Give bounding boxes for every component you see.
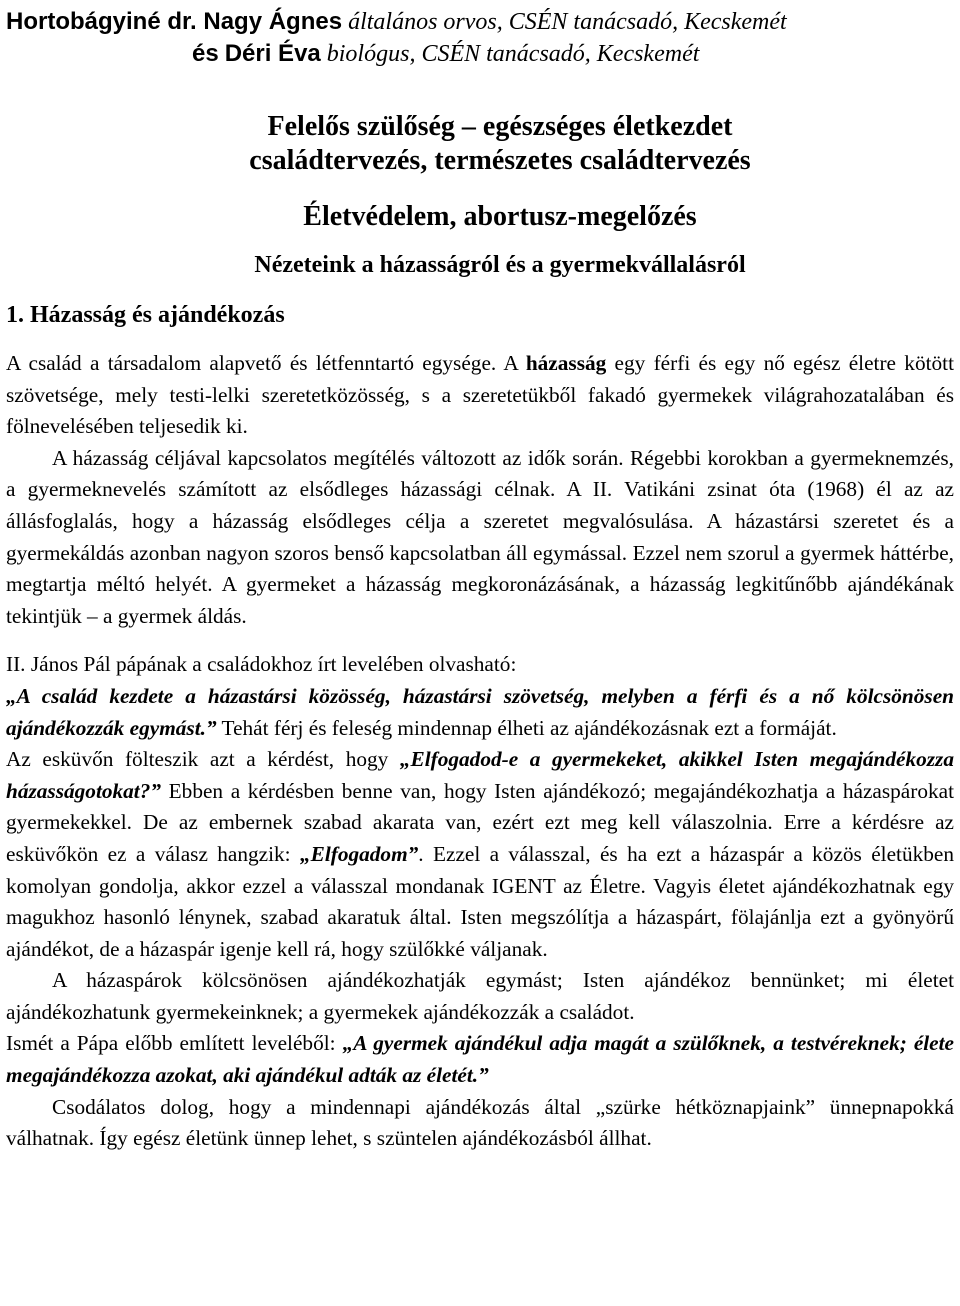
p1-bold-term: házasság: [525, 351, 607, 375]
paragraph-8: Csodálatos dolog, hogy a mindennapi ajándékozás által „szürke hétköznapjaink” ünnepnapokká válhatnak. Így egész életünk ünnep lehet, s szüntelen ajándékozásból állhat.: [6, 1094, 954, 1151]
p5-text-b: Ebben a kérdésben benne van, hogy Isten ajándékozó; megajándékozhatja a házaspárokat gyermekekkel. De az embernek szabad akarata van, ezért ezt meg kell válaszolnia. Erre a kérdésre az esküvőkön ez a válasz hangzik:: [6, 778, 954, 866]
author-2-role: biológus, CSÉN tanácsadó, Kecskemét: [326, 41, 700, 67]
author-1-name: Hortobágyiné dr. Nagy Ágnes: [6, 8, 343, 35]
p5-text-a: Az esküvőn fölteszik azt a kérdést, hogy: [6, 747, 400, 772]
author-line-1: [6, 6, 787, 38]
main-title: [46, 110, 954, 178]
p5-answer: „Elfogadom”: [299, 841, 419, 866]
author-line-2: [6, 38, 787, 70]
p4-quote: „A család kezdete a házastársi közösség, házastársi szövetség, melyben a férfi és a nő kölcsönösen ajándékozzák egymást.”: [6, 683, 954, 740]
p5-text-c: . Ezzel a válasszal, és ha ezt a házaspár a közös életükben komolyan gondolja, akkor ezzel a válasszal mondanak IGENT az Életre. Vagyis életet ajándékozhatnak egy magukhoz hasonló lénynek, szabad akaratuk által. Isten megszólítja a házaspárt, fölajánlja ezt a gyönyörű ajándékot, de a házaspár igenje kell rá, hogy szülőkké váljanak.: [6, 841, 954, 961]
p1-text-a: A család a társadalom alapvető és létfenntartó egysége. A: [6, 351, 526, 375]
section-heading: 1. Házasság és ajándékozás: [6, 302, 285, 328]
title-block: [6, 110, 954, 280]
author-2-name: Déri Éva: [224, 40, 321, 67]
p1-text-c: egy férfi és egy nő egész életre kötött szövetsége, mely testi-lelki szeretetközösség, s a szeretetükből fakadó gyermekek világrahozatalában és fölnevelésében teljesedik ki.: [6, 351, 954, 439]
paragraph-5: [6, 744, 954, 965]
paragraph-4: [6, 681, 954, 744]
paragraph-1: [6, 348, 954, 443]
p7-text: Ismét a Pápa előbb említett leveléből:: [6, 1031, 343, 1056]
body-text: [6, 348, 954, 1155]
paragraph-6: A házaspárok kölcsönösen ajándékozhatják egymást; Isten ajándékoz bennünket; mi életet ajándékozhatunk gyermekeinknek; a gyermekek ajándékozzák a családot.: [6, 968, 954, 1024]
author-2-prefix: és: [192, 40, 219, 67]
main-title-line-2: családtervezés, természetes családtervezés: [249, 145, 751, 176]
subtitle: Életvédelem, abortusz-megelőzés: [303, 201, 697, 232]
main-title-line-1: Felelős szülőség – egészséges életkezdet: [267, 111, 733, 142]
p7-quote: „A gyermek ajándékul adja magát a szülőknek, a testvéreknek; élete megajándékozza azokat, aki ajándékul adták az életét.”: [6, 1031, 955, 1088]
paragraph-2: A házasság céljával kapcsolatos megítélés változott az idők során. Régebbi korokban a gyermeknemzés, a gyermeknevelés számított az elsődleges házassági célnak. A II. Vatikáni zsinat óta (1968) él az az állásfoglalás, hogy a házasság elsődleges célja a szeretet megvalósulása. A házastársi szeretet és a gyermekáldás azonban nagyon szoros benső kapcsolatban áll egymással. Ezzel nem szorul a gyermek háttérbe, megtartja méltó helyét. A gyermeket a házasság megkoronázásának, a házasság legkitűnőbb ajándékának tekintjük – a gyermek áldás.: [6, 445, 954, 628]
author-1-role: általános orvos, CSÉN tanácsadó, Kecskemét: [348, 9, 787, 35]
p4-text: Tehát férj és feleség mindennap élheti az ajándékozásnak ezt a formáját.: [216, 715, 837, 740]
p5-quote: „Elfogadod-e a gyermekeket, akikkel Isten megajándékozza házasságotokat?”: [6, 747, 954, 803]
paragraph-3: II. János Pál pápának a családokhoz írt levelében olvasható:: [6, 652, 517, 677]
author-block: [6, 6, 787, 70]
paragraph-7: [6, 1028, 954, 1091]
subtitle-2: Nézeteink a házasságról és a gyermekvállalásról: [254, 252, 746, 278]
